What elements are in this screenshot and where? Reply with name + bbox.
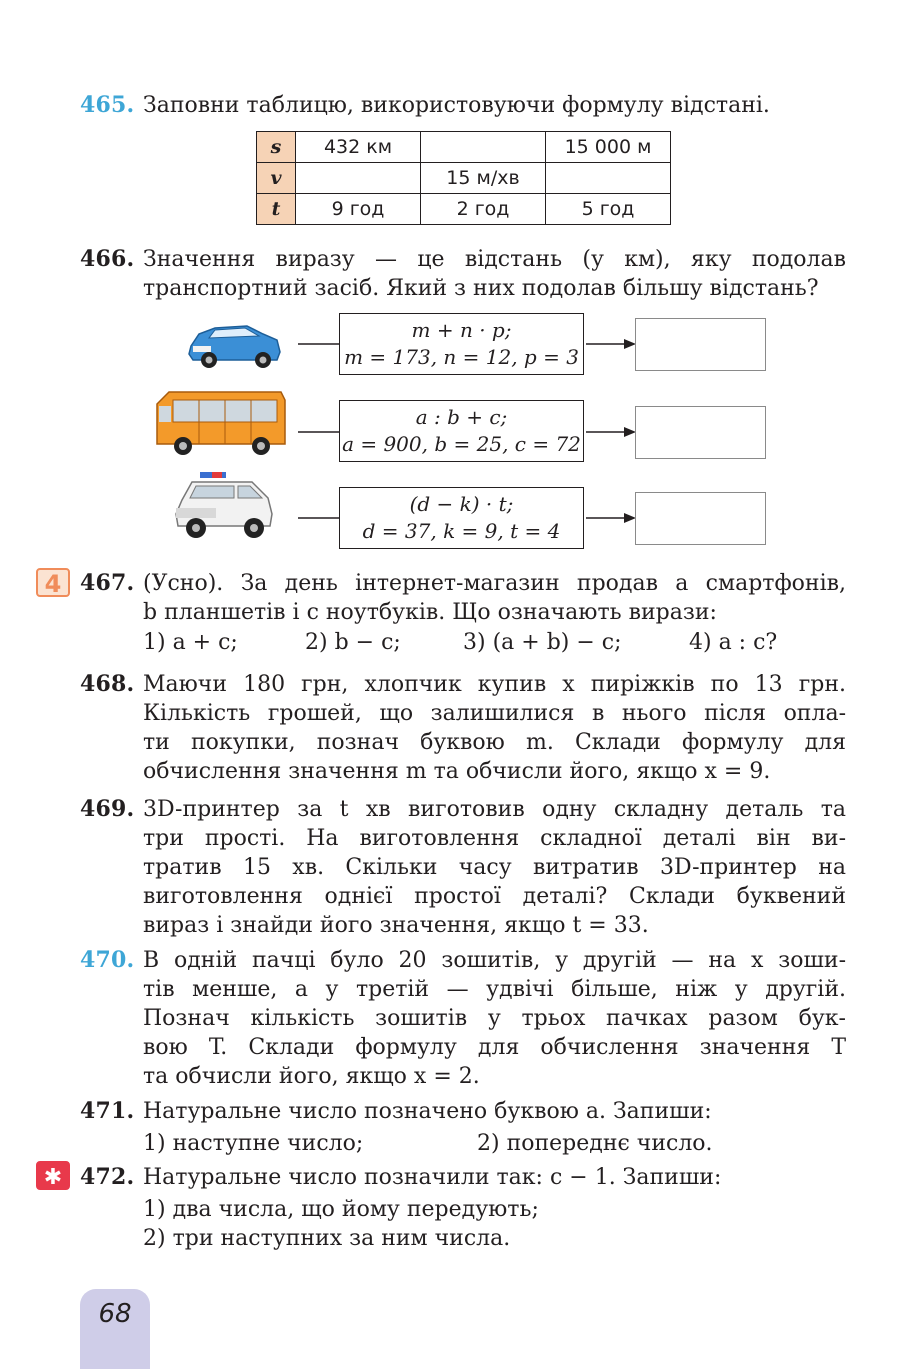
table-cell: 9 год xyxy=(296,194,421,225)
problem-470 xyxy=(80,946,846,1091)
text-line: транспортний засіб. Який з них подолав більшу відстань? xyxy=(143,276,819,301)
text-line: 3D-принтер за t хв виготовив одну складну деталь та xyxy=(143,797,846,822)
problem-number: 470. xyxy=(80,947,135,973)
option: 1) наступне число; xyxy=(143,1131,364,1156)
expression-values: m = 173, n = 12, p = 3 xyxy=(344,345,579,369)
problem-465 xyxy=(80,91,846,120)
table-cell xyxy=(421,132,546,163)
table-row xyxy=(257,194,671,225)
answer-box[interactable] xyxy=(635,318,766,371)
problem-text: Натуральне число позначено буквою a. Запиши: xyxy=(143,1099,712,1124)
table-cell: 15 000 м xyxy=(546,132,671,163)
text-line: b планшетів і c ноутбуків. Що означають вирази: xyxy=(143,600,717,625)
expression-values: d = 37, k = 9, t = 4 xyxy=(362,519,561,543)
problem-466 xyxy=(80,245,846,303)
problem-number: 469. xyxy=(80,796,135,822)
option: 3) (a + b) − c; xyxy=(463,630,622,655)
page-number: 68 xyxy=(98,1299,132,1329)
expression-box xyxy=(339,487,584,549)
table-cell xyxy=(296,163,421,194)
expression-box xyxy=(339,313,584,375)
problem-468 xyxy=(80,670,846,786)
expression-values: a = 900, b = 25, c = 72 xyxy=(342,432,581,456)
answer-box[interactable] xyxy=(635,406,766,459)
text-line: тратив 15 хв. Скільки часу витратив 3D-принтер на xyxy=(143,855,846,880)
option: 4) a : c? xyxy=(689,630,778,655)
table-row xyxy=(257,163,671,194)
row-header: v xyxy=(257,163,296,194)
page-tab xyxy=(80,1289,150,1369)
problem-number: 467. xyxy=(80,570,135,596)
problem-469 xyxy=(80,795,846,940)
option: 1) два числа, що йому передують; xyxy=(143,1197,539,1222)
text-line: обчислення значення m та обчисли його, якщо x = 9. xyxy=(143,759,771,784)
answer-box[interactable] xyxy=(635,492,766,545)
problem-467 xyxy=(80,569,846,657)
table-cell xyxy=(546,163,671,194)
text-line: Маючи 180 грн, хлопчик купив x пиріжків по 13 грн. xyxy=(143,672,846,697)
text-line: тів менше, а у третій — удвічі більше, ніж у другій. xyxy=(143,977,846,1002)
expression: (d − k) · t; xyxy=(409,492,514,516)
table-row xyxy=(257,132,671,163)
option: 2) b − c; xyxy=(305,630,401,655)
text-line: та обчисли його, якщо x = 2. xyxy=(143,1064,480,1089)
text-line: Значення виразу — це відстань (у км), яку подолав xyxy=(143,247,846,272)
table-cell: 2 год xyxy=(421,194,546,225)
table-cell: 5 год xyxy=(546,194,671,225)
text-line: вою T. Склади формулу для обчислення значення T xyxy=(143,1035,846,1060)
row-header: t xyxy=(257,194,296,225)
text-line: (Усно). За день інтернет-магазин продав a смартфонів, xyxy=(143,571,846,596)
problem-text: Натуральне число позначили так: c − 1. Запиши: xyxy=(143,1165,722,1190)
car-icon xyxy=(185,312,285,372)
expression: m + n · p; xyxy=(411,318,512,342)
text-line: Кількість грошей, що залишилися в нього після опла- xyxy=(143,701,846,726)
bus-icon xyxy=(153,386,288,458)
problem-text: Заповни таблицю, використовуючи формулу відстані. xyxy=(143,93,770,118)
problem-number: 468. xyxy=(80,671,135,697)
text-line: вираз і знайди його значення, якщо t = 33. xyxy=(143,913,649,938)
oral-task-icon: 4 xyxy=(36,568,70,597)
text-line: Познач кількість зошитів у трьох пачках разом бук- xyxy=(143,1006,846,1031)
row-header: s xyxy=(257,132,296,163)
problem-number: 466. xyxy=(80,246,135,272)
expression-box xyxy=(339,400,584,462)
text-line: виготовлення однієї простої деталі? Склади буквений xyxy=(143,884,846,909)
option: 2) три наступних за ним числа. xyxy=(143,1226,511,1251)
text-line: ти покупки, познач буквою m. Склади формулу для xyxy=(143,730,846,755)
problem-number: 471. xyxy=(80,1098,135,1124)
expression: a : b + c; xyxy=(415,405,508,429)
problem-471 xyxy=(80,1097,846,1158)
problem-number: 465. xyxy=(80,92,135,118)
police-car-icon xyxy=(172,470,280,542)
table-cell: 432 км xyxy=(296,132,421,163)
option: 1) a + c; xyxy=(143,630,238,655)
asterisk-icon: ✱ xyxy=(36,1161,70,1190)
table-cell: 15 м/хв xyxy=(421,163,546,194)
option: 2) попереднє число. xyxy=(477,1131,713,1156)
problem-number: 472. xyxy=(80,1164,135,1190)
distance-table xyxy=(256,131,671,225)
text-line: три прості. На виготовлення складної деталі він ви- xyxy=(143,826,846,851)
text-line: В одній пачці було 20 зошитів, у другій — на x зоши- xyxy=(143,948,846,973)
problem-472 xyxy=(80,1163,846,1253)
